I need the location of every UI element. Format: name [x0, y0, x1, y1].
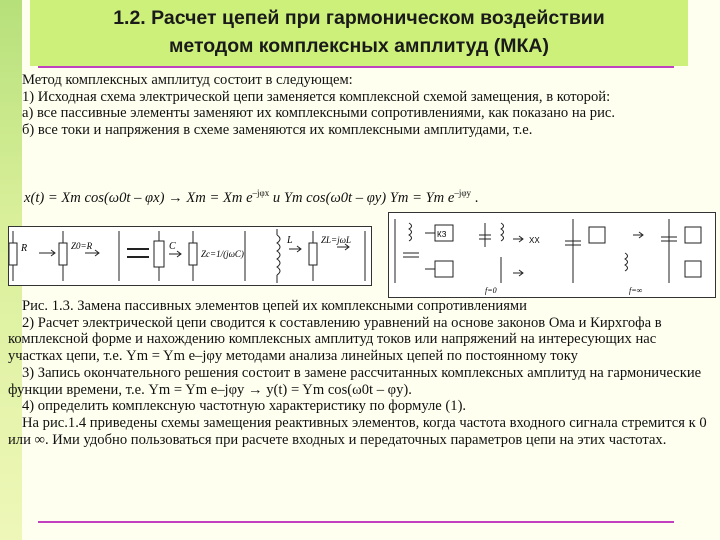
formula-exp-1: –jφx: [252, 188, 270, 198]
title-line-2: методом комплексных амплитуд (МКА): [168, 35, 550, 57]
formula-end: .: [471, 189, 479, 206]
label-finf: f=∞: [629, 286, 643, 295]
label-kz: КЗ: [437, 230, 447, 239]
top-divider: [38, 66, 674, 68]
figure-element-replacement: [8, 226, 372, 286]
formula-exp-2: –jφy: [454, 188, 472, 198]
replacement-schematic: [9, 227, 371, 285]
label-xx: ХХ: [529, 236, 540, 245]
text-block-lower: [8, 298, 714, 448]
slide-title: [30, 4, 688, 60]
step-1b-paragraph: б) все токи и напряжения в схеме заменяются их комплексными амплитудами, т.е.: [22, 122, 533, 139]
figure-caption: Рис. 1.3. Замена пассивных элементов цепей их комплексными сопротивлениями: [22, 298, 527, 314]
step-1a-paragraph: а) все пассивные элементы заменяют их комплексными сопротивлениями, как показано на рис.: [22, 105, 616, 122]
formula-part-1: x(t) = Xm cos(ω0t – φx) → Xm = Xm e: [24, 189, 253, 206]
label-z0: Z0=R: [71, 241, 93, 251]
label-c: C: [169, 241, 176, 252]
intro-paragraph: Метод комплексных амплитуд состоит в следующем:: [22, 72, 353, 88]
step-3-paragraph: 3) Запись окончательного решения состоит в замене рассчитанных комплексных амплитуд на гармонические функции времени, т.е. Ym = Ym e–jφy → y(t) = Ym cos(ω0t – φy).: [8, 364, 702, 398]
step-1-paragraph: 1) Исходная схема электрической цепи заменяется комплексной схемой замещения, в которой:: [22, 88, 611, 105]
figure-1-4-paragraph: На рис.1.4 приведены схемы замещения реактивных элементов, когда частота входного сигнала стремится к 0 или ∞. Ими удобно пользоваться при расчете входных и передаточных параметров цепи на этих частотах.: [8, 414, 707, 448]
label-f0: f=0: [485, 286, 497, 295]
complex-amplitude-formula: [24, 188, 478, 207]
figure-reactive-equivalents: [388, 212, 716, 298]
step-2-paragraph: 2) Расчет электрической цепи сводится к составлению уравнений на основе законов Ома и Кирхгофа в комплексной форме и нахождению комплексных амплитуд токов или напряжений на интересующих нас участках цепи, т.е. Ym = Ym e–jφy методами анализа линейных цепей по постоянному току: [8, 314, 662, 365]
formula-part-2: и Ym cos(ω0t – φy) Ym = Ym e: [269, 189, 455, 206]
label-zl: ZL=jωL: [321, 235, 351, 245]
step-4-paragraph: 4) определить комплексную частотную характеристику по формуле (1).: [22, 398, 467, 415]
label-l: L: [287, 235, 293, 246]
label-zc: Zc=1/(jωC): [201, 249, 244, 259]
text-block-upper: [8, 72, 714, 139]
label-r: R: [21, 243, 28, 254]
title-line-1: 1.2. Расчет цепей при гармоническом воздействии: [113, 7, 605, 29]
bottom-divider: [38, 521, 674, 523]
reactive-schematic: [389, 213, 715, 297]
